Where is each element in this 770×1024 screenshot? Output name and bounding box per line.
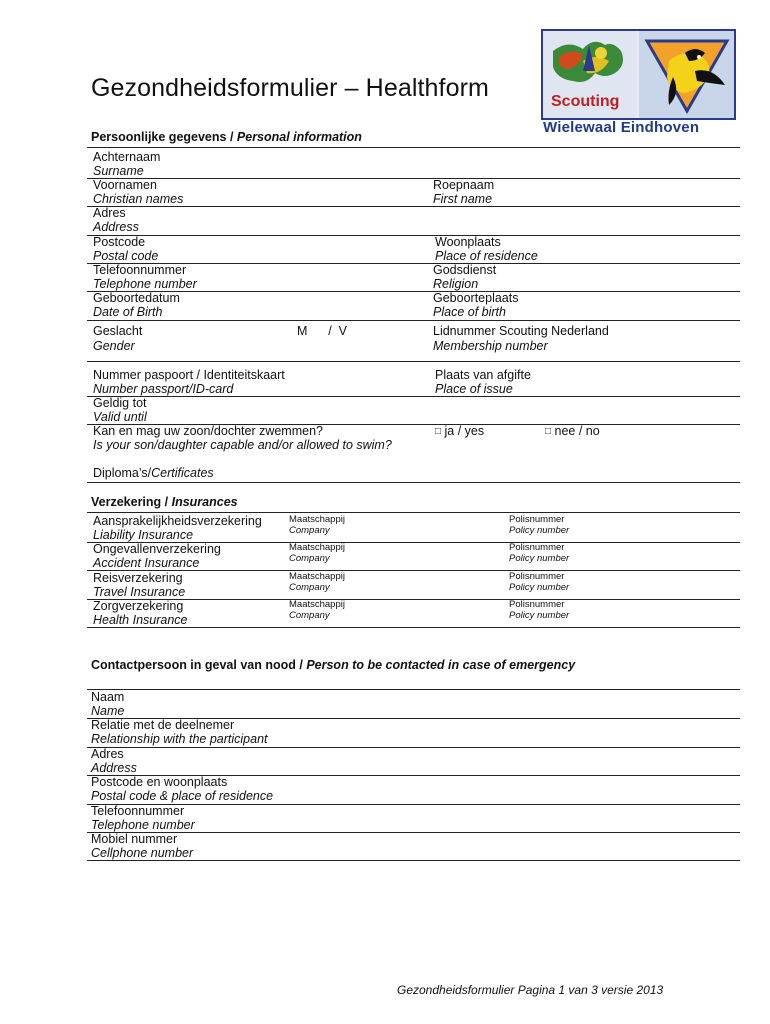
insurance-row-travel[interactable] — [87, 571, 740, 600]
page-footer: Gezondheidsformulier Pagina 1 van 3 versie 2013 — [397, 983, 664, 997]
christian-names-label-en: Christian names — [93, 192, 184, 206]
valid-row[interactable] — [87, 396, 740, 425]
surname-label-en: Surname — [93, 164, 144, 178]
swim-row — [87, 424, 740, 452]
company-label-en: Company — [289, 582, 330, 593]
gender-label-en: Gender — [93, 339, 135, 353]
issue-label: Plaats van afgifte — [435, 368, 531, 382]
religion-label: Godsdienst — [433, 263, 497, 277]
swim-yes-option[interactable] — [435, 424, 484, 439]
pob-label-en: Place of birth — [433, 305, 506, 319]
insurance-heading-en: Insurances — [171, 495, 238, 509]
insurance-heading — [91, 495, 238, 509]
insurance-label-en: Travel Insurance — [93, 585, 186, 599]
insurance-label: Aansprakelijkheidsverzekering — [93, 514, 262, 528]
scouting-emblem — [543, 31, 637, 118]
emergency-label-en: Postal code & place of residence — [91, 789, 274, 803]
emergency-label-en: Address — [91, 761, 137, 775]
emergency-label: Relatie met de deelnemer — [91, 718, 235, 732]
pob-label: Geboorteplaats — [433, 291, 519, 305]
emergency-label-en: Telephone number — [91, 818, 195, 832]
postal-code-label: Postcode — [93, 235, 146, 249]
birth-row[interactable] — [87, 291, 740, 321]
emergency-label-en: Relationship with the participant — [91, 732, 268, 746]
diploma-label: Diploma’s/ — [93, 466, 152, 480]
insurance-heading-nl: Verzekering / — [91, 495, 169, 509]
swim-question: Kan en mag uw zoon/dochter zwemmen? — [93, 424, 323, 438]
issue-label-en: Place of issue — [435, 382, 513, 396]
emergency-label: Mobiel nummer — [91, 832, 178, 846]
emergency-row-postal[interactable] — [87, 775, 740, 805]
company-label: Maatschappij — [289, 599, 345, 610]
membership-label: Lidnummer Scouting Nederland — [433, 324, 609, 338]
dob-label-en: Date of Birth — [93, 305, 163, 319]
names-row[interactable] — [87, 178, 740, 207]
emergency-label: Postcode en woonplaats — [91, 775, 228, 789]
telephone-label-en: Telephone number — [93, 277, 197, 291]
insurance-label-en: Liability Insurance — [93, 528, 194, 542]
personal-heading-nl: Persoonlijke gegevens / — [91, 130, 234, 144]
postal-code-label-en: Postal code — [93, 249, 159, 263]
policy-label: Polisnummer — [509, 571, 565, 582]
insurance-label: Ongevallenverzekering — [93, 542, 221, 556]
policy-label-en: Policy number — [509, 582, 570, 593]
insurance-row-health[interactable] — [87, 599, 740, 628]
divider — [87, 146, 740, 148]
insurance-label-en: Accident Insurance — [93, 556, 200, 570]
divider — [87, 511, 740, 513]
emergency-row-relation[interactable] — [87, 718, 740, 748]
swim-question-en: Is your son/daughter capable and/or allowed to swim? — [93, 438, 392, 452]
swim-no-label: nee / no — [554, 424, 600, 438]
passport-row[interactable] — [87, 368, 740, 397]
divider — [87, 481, 740, 483]
telephone-label: Telefoonnummer — [93, 263, 187, 277]
insurance-row-accident[interactable] — [87, 542, 740, 571]
dob-label: Geboortedatum — [93, 291, 180, 305]
membership-label-en: Membership number — [433, 339, 548, 353]
scouting-logo — [541, 29, 737, 139]
insurance-row-liability[interactable] — [87, 514, 740, 543]
valid-label: Geldig tot — [93, 396, 147, 410]
religion-label-en: Religion — [433, 277, 479, 291]
emergency-label: Adres — [91, 747, 124, 761]
address-label: Adres — [93, 206, 126, 220]
personal-heading-en: Personal information — [236, 130, 362, 144]
christian-names-label: Voornamen — [93, 178, 157, 192]
checkbox-icon[interactable]: □ — [435, 426, 442, 437]
oriole-bird-icon — [639, 31, 734, 118]
company-label-en: Company — [289, 610, 330, 621]
emergency-label-en: Cellphone number — [91, 846, 194, 860]
policy-label: Polisnummer — [509, 599, 565, 610]
first-name-label-en: First name — [433, 192, 493, 206]
policy-label: Polisnummer — [509, 514, 565, 525]
emergency-heading-nl: Contactpersoon in geval van nood / — [91, 658, 303, 672]
gender-row[interactable] — [87, 324, 740, 362]
swim-no-option[interactable] — [545, 424, 600, 439]
first-name-label: Roepnaam — [433, 178, 495, 192]
surname-row[interactable] — [87, 150, 740, 179]
emergency-row-name[interactable] — [87, 690, 740, 719]
page-title: Gezondheidsformulier – Healthform — [91, 74, 489, 102]
insurance-label: Reisverzekering — [93, 571, 183, 585]
address-label-en: Address — [93, 220, 139, 234]
diploma-label-en: Certificates — [151, 466, 214, 480]
residence-label-en: Place of residence — [435, 249, 538, 263]
company-label: Maatschappij — [289, 514, 345, 525]
emergency-heading — [91, 658, 575, 672]
emergency-label-en: Name — [91, 704, 125, 718]
surname-label: Achternaam — [93, 150, 161, 164]
swim-yes-label: ja / yes — [444, 424, 485, 438]
postal-row[interactable] — [87, 235, 740, 264]
residence-label: Woonplaats — [435, 235, 501, 249]
emergency-label: Telefoonnummer — [91, 804, 185, 818]
emergency-label: Naam — [91, 690, 125, 704]
logo-scouting-text: Scouting — [551, 93, 620, 110]
passport-label-en: Number passport/ID-card — [93, 382, 234, 396]
policy-label-en: Policy number — [509, 610, 570, 621]
gender-options[interactable]: M / V — [297, 324, 348, 338]
valid-label-en: Valid until — [93, 410, 147, 424]
passport-label: Nummer paspoort / Identiteitskaart — [93, 368, 285, 382]
emergency-heading-en: Person to be contacted in case of emergency — [306, 658, 576, 672]
checkbox-icon[interactable]: □ — [545, 426, 552, 437]
logo-group-name: Wielewaal Eindhoven — [543, 119, 700, 136]
insurance-label: Zorgverzekering — [93, 599, 184, 613]
policy-label-en: Policy number — [509, 553, 570, 564]
gender-label: Geslacht — [93, 324, 143, 338]
address-row[interactable] — [87, 206, 740, 236]
emergency-row-telephone[interactable] — [87, 804, 740, 833]
insurance-label-en: Health Insurance — [93, 613, 188, 627]
diploma-row[interactable] — [87, 466, 740, 480]
policy-label: Polisnummer — [509, 542, 565, 553]
emergency-row-cellphone[interactable] — [87, 832, 740, 861]
emergency-row-address[interactable] — [87, 747, 740, 776]
company-label: Maatschappij — [289, 571, 345, 582]
telephone-row[interactable] — [87, 263, 740, 292]
company-label-en: Company — [289, 553, 330, 564]
company-label-en: Company — [289, 525, 330, 536]
personal-heading — [91, 130, 362, 144]
policy-label-en: Policy number — [509, 525, 570, 536]
company-label: Maatschappij — [289, 542, 345, 553]
